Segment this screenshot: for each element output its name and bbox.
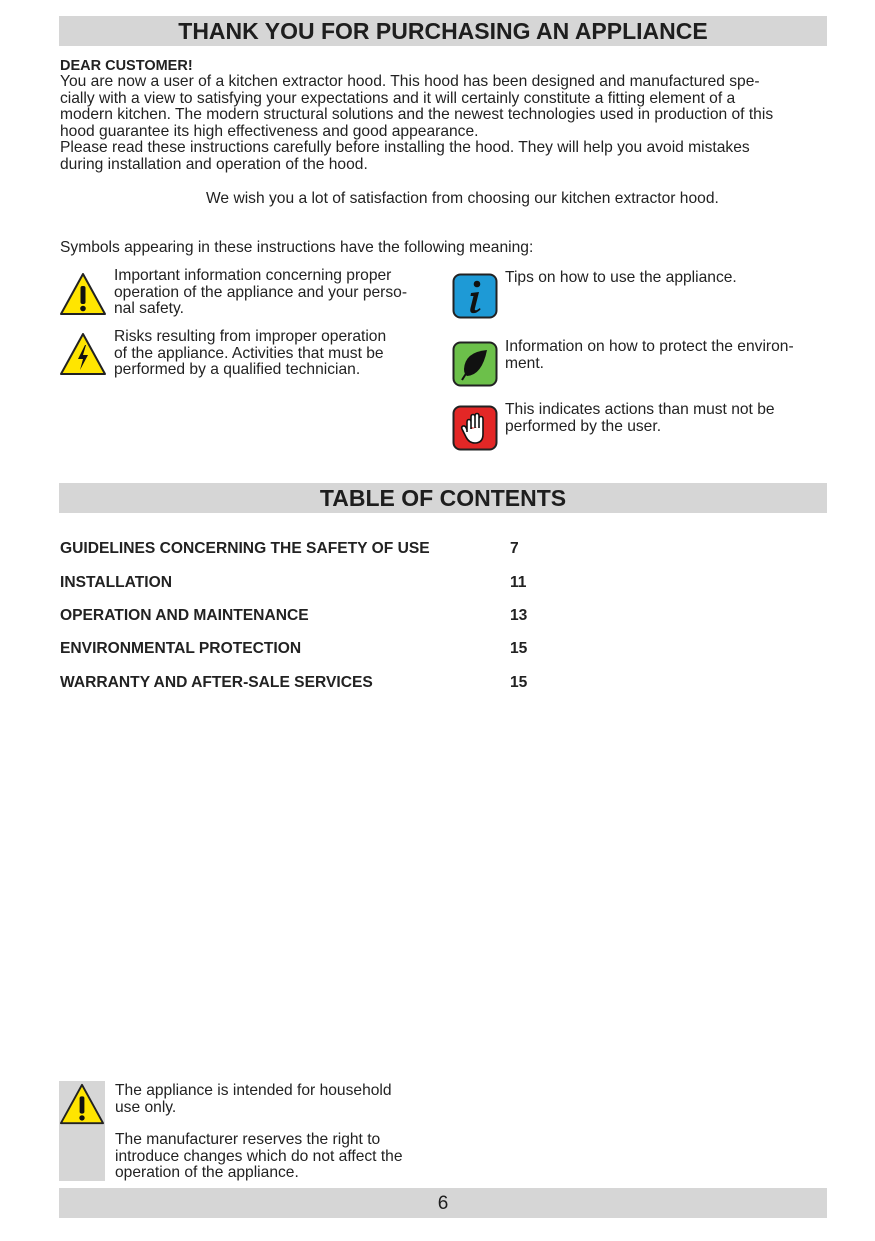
symbol-description: [505, 339, 794, 372]
toc-entry-label: GUIDELINES CONCERNING THE SAFETY OF USE: [60, 540, 430, 557]
toc-entry[interactable]: [60, 674, 528, 692]
symbol-description: [114, 268, 407, 318]
page-number: 6: [59, 1188, 827, 1218]
symbol-line: Information on how to protect the environ-: [505, 338, 794, 355]
toc-entry-label: ENVIRONMENTAL PROTECTION: [60, 640, 302, 657]
toc-entry-label: WARRANTY AND AFTER-SALE SERVICES: [60, 674, 373, 691]
toc-entry-page: 15: [510, 674, 528, 691]
symbol-description: [505, 270, 737, 287]
intro-line: You are now a user of a kitchen extractor hood. This hood has been designed and manufactured spe-: [60, 73, 760, 90]
footer-note-line: use only.: [115, 1098, 177, 1116]
toc-entry[interactable]: [60, 574, 527, 592]
symbol-line: performed by a qualified technician.: [114, 361, 361, 379]
footer-note-text: [115, 1083, 403, 1182]
symbol-line: Tips on how to use the appliance.: [505, 269, 737, 286]
intro-line: during installation and operation of the hood.: [60, 155, 368, 173]
info-icon: [452, 273, 498, 319]
greeting-heading: DEAR CUSTOMER!: [60, 58, 193, 74]
electrical-hazard-icon: [59, 331, 107, 377]
page-title: THANK YOU FOR PURCHASING AN APPLIANCE: [59, 16, 827, 46]
toc-entry-label: OPERATION AND MAINTENANCE: [60, 607, 309, 624]
leaf-icon: [452, 341, 498, 387]
toc-entry-page: 13: [510, 607, 528, 624]
symbol-description: [114, 329, 386, 379]
symbol-description: [505, 402, 775, 435]
symbol-line: nal safety.: [114, 300, 184, 318]
toc-entry-page: 11: [510, 574, 527, 591]
intro-line: modern kitchen. The modern structural solutions and the newest technologies used in production of this: [60, 106, 774, 124]
toc-title: TABLE OF CONTENTS: [59, 483, 827, 513]
footer-note-line: The manufacturer reserves the right to: [115, 1131, 381, 1149]
symbol-line: ment.: [505, 354, 544, 372]
warning-exclamation-icon: [59, 1081, 105, 1127]
toc-entry-page: 7: [510, 540, 519, 557]
symbol-line: Risks resulting from improper operation: [114, 328, 387, 345]
toc-entry-label: INSTALLATION: [60, 574, 173, 591]
footer-note-line: operation of the appliance.: [115, 1164, 299, 1182]
intro-line: hood guarantee its high effectiveness and good appearance.: [60, 122, 479, 140]
wish-text: We wish you a lot of satisfaction from choosing our kitchen extractor hood.: [206, 190, 719, 207]
symbol-line: Important information concerning proper: [114, 267, 392, 284]
stop-hand-icon: [452, 405, 498, 451]
warning-exclamation-icon: [59, 271, 107, 317]
toc-entry[interactable]: [60, 607, 528, 625]
intro-line: Please read these instructions carefully before installing the hood. They will help you avoid mistakes: [60, 139, 750, 157]
intro-paragraph: [60, 74, 830, 174]
toc-entry[interactable]: [60, 540, 519, 558]
symbol-line: performed by the user.: [505, 417, 662, 435]
symbol-line: This indicates actions than must not be: [505, 401, 775, 418]
symbol-line: of the appliance. Activities that must be: [114, 344, 384, 362]
symbols-intro: Symbols appearing in these instructions have the following meaning:: [60, 239, 534, 256]
intro-line: cially with a view to satisfying your expectations and it will certainly constitute a fitting element of a: [60, 89, 736, 107]
toc-entry-page: 15: [510, 640, 528, 657]
footer-note-line: The appliance is intended for household: [115, 1082, 392, 1099]
symbol-line: operation of the appliance and your perso-: [114, 283, 408, 301]
toc-entry[interactable]: [60, 640, 528, 658]
footer-note-line: introduce changes which do not affect the: [115, 1147, 403, 1165]
